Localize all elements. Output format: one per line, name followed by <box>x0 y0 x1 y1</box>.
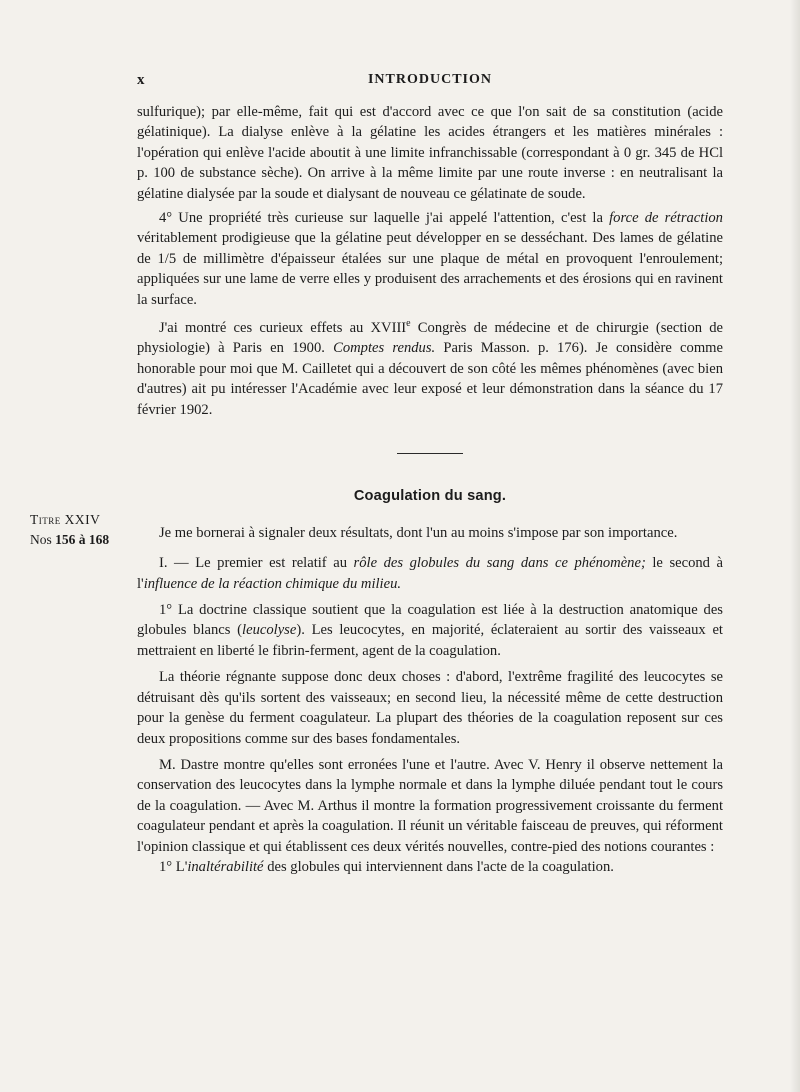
running-title: INTRODUCTION <box>367 72 492 87</box>
plast-italic: inaltérabilité <box>187 858 264 875</box>
p1-italic: leucolyse <box>242 622 297 639</box>
pI-italic-2: influence de la réaction chimique du milieu. <box>143 575 402 592</box>
page-edge-shadow <box>790 0 800 1092</box>
paragraph-I <box>137 553 723 594</box>
p5-text-after: Paris Masson. p. 176). Je considère comme honorable pour moi que M. Cailletet qui a découvert de son côté les mêmes phénomènes (avec bien d'autres) ait pu intéresser l'Académie avec leur exposé et leur démonstration dans la séance du 17 février 1902. <box>137 340 724 418</box>
paragraph-continued: sulfurique); par elle-même, fait qui est d'accord avec ce que l'on sait de sa constitution (acide gélatinique). La dialyse enlève à la gélatine les acides étrangers et les matières minérales : l'opération qui enlève l'acide aboutit à une limite infranchissable (correspondant à 0 gr. 345 de HCl p. 100 de substance sèche). On arrive à la même limite par une route inverse : en neutralisant la gélatine dialysée par la soude et dialysant de nouveau ce gélatinate de soude. <box>137 104 723 202</box>
pI-italic-1: rôle des globules du sang dans ce phénomène; <box>353 555 646 572</box>
section-divider <box>397 453 463 455</box>
pI-text: I. — Le premier est relatif au <box>159 555 354 572</box>
page-folio: x <box>137 72 145 88</box>
p4-text-after: véritablement prodigieuse que la gélatine peut développer en se desséchant. Des lames de gélatine de 1/5 de millimètre d'épaisseur étalées sur une plaque de métal en provoquent l'enroulement; appliquées sur une lame de verre elles y produisent des arrachements et des érosions qui en ravinent la surface. <box>137 230 723 308</box>
p5-text-mid: Congrès de médecine et de chirurgie (section de physiologie) à Paris en 1900. <box>137 319 723 357</box>
paragraph-congres <box>137 314 723 420</box>
p4-text: 4° Une propriété très curieuse sur laquelle j'ai appelé l'attention, c'est la <box>159 210 610 227</box>
margin-note <box>30 510 130 550</box>
paragraph-dastre: M. Dastre montre qu'elles sont erronées l'une et l'autre. Avec V. Henry il observe nettement la conservation des leucocytes dans la lymphe normale et dans la lymphe diluée pendant tout le cours de la coagulation. — Avec M. Arthus il montre la formation progressivement croissante du ferment coagulateur pendant et après la coagulation. Il réunit un véritable faisceau de preuves, qui réforment l'opinion classique et qui établissent ces deux vérités nouvelles, contre-pied des notions courantes : <box>137 756 723 855</box>
p1-text-after: ). Les leucocytes, en majorité, éclateraient au sortir des vaisseaux et mettraient en liberté le fibrin-ferment, agent de la coagulation. <box>137 622 723 659</box>
paragraph-1-leucolyse <box>137 600 723 661</box>
section-title: Coagulation du sang. <box>353 488 507 505</box>
paragraph-intro: Je me bornerai à signaler deux résultats, dont l'un au moins s'impose par son importance. <box>159 524 678 541</box>
plast-text-after: des globules qui interviennent dans l'acte de la coagulation. <box>263 858 614 875</box>
paragraph-inalterabilite <box>137 857 723 877</box>
margin-note-title: Titre XXIV <box>30 512 101 527</box>
plast-text: 1° L' <box>159 858 188 875</box>
p5-sup: e <box>406 318 411 330</box>
p5-text: J'ai montré ces curieux effets au XVIII <box>159 319 407 336</box>
body-text <box>137 102 723 877</box>
paragraph-4 <box>137 208 723 310</box>
margin-note-numbers <box>30 530 130 550</box>
p5-italic: Comptes rendus. <box>333 340 436 357</box>
pI-text-mid: le second à l' <box>137 555 723 592</box>
margin-note-range: 156 à 168 <box>55 532 110 547</box>
page-header <box>137 72 723 94</box>
p4-italic: force de rétraction <box>609 210 723 227</box>
paragraph-theorie: La théorie régnante suppose donc deux choses : d'abord, l'extrême fragilité des leucocytes se détruisant dès qu'ils sortent des vaisseaux; en second lieu, la nécessité même de cette destruction pour la genèse du ferment coagulateur. La plupart des théories de la coagulation reposent sur ces deux propositions comme sur des bases fondamentales. <box>137 669 723 747</box>
p1-text: 1° La doctrine classique soutient que la coagulation est liée à la destruction anatomique des globules blancs ( <box>137 602 723 639</box>
margin-note-prefix: Nos <box>30 532 52 547</box>
